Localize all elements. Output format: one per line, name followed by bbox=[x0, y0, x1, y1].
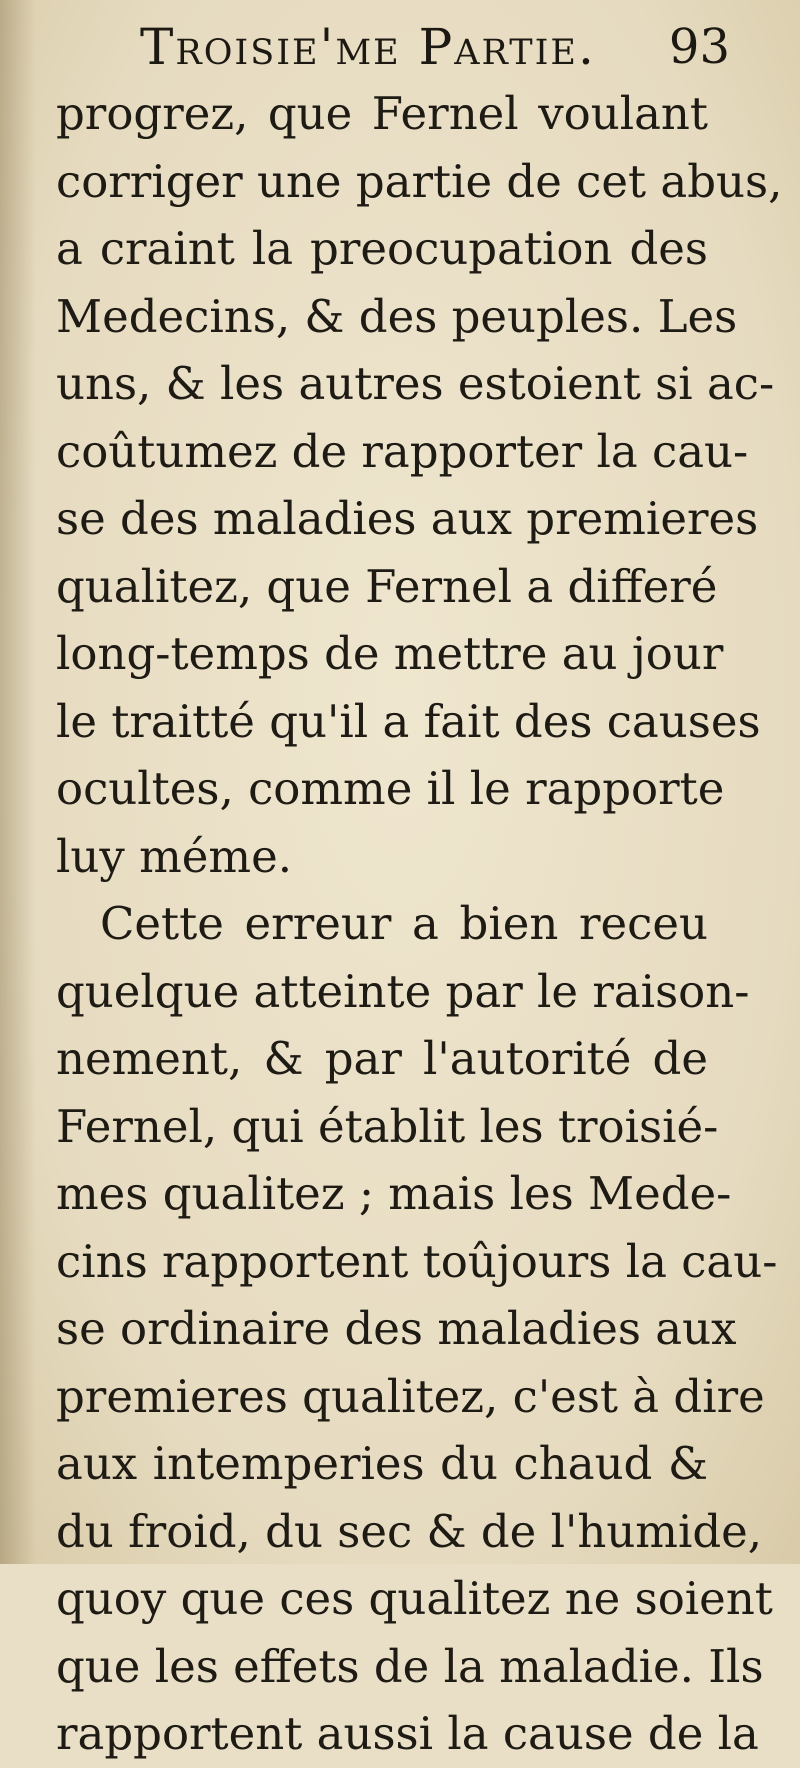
text-line: quoy que ces qualitez ne soient bbox=[56, 1572, 773, 1625]
page-number: 93 bbox=[668, 19, 730, 75]
text-line: corriger une partie de cet abus, bbox=[56, 154, 783, 208]
text-line: mes qualitez ; mais les Mede- bbox=[56, 1167, 732, 1220]
text-line: se des maladies aux premieres bbox=[56, 492, 759, 545]
text-line-paragraph-end: luy méme. bbox=[56, 829, 293, 883]
text-line: qualitez, que Fernel a differé bbox=[56, 559, 718, 613]
text-line: a craint la preocupation des bbox=[56, 222, 708, 275]
text-line: nement, & par l'autorité de bbox=[56, 1032, 708, 1085]
text-line: aux intemperies du chaud & bbox=[56, 1437, 708, 1490]
text-line: cins rapportent toûjours la cau- bbox=[56, 1234, 778, 1288]
text-line: uns, & les autres estoient si ac- bbox=[56, 357, 775, 410]
text-line: du froid, du sec & de l'humide, bbox=[56, 1504, 763, 1558]
text-line: progrez, que Fernel voulant bbox=[56, 87, 708, 140]
text-line: ocultes, comme il le rapporte bbox=[56, 762, 725, 815]
text-line-paragraph-start: Cette erreur a bien receu bbox=[100, 897, 708, 950]
text-line: se ordinaire des maladies aux bbox=[56, 1302, 737, 1355]
text-line: que les effets de la maladie. Ils bbox=[56, 1639, 764, 1693]
body-text bbox=[56, 80, 783, 1768]
text-line: long-temps de mettre au jour bbox=[56, 627, 724, 680]
gutter-shadow bbox=[0, 0, 36, 1564]
text-line: Fernel, qui établit les troisié- bbox=[56, 1099, 719, 1153]
text-line: quelque atteinte par le raison- bbox=[56, 964, 750, 1018]
text-line: le traitté qu'il a fait des causes bbox=[56, 694, 761, 748]
text-line: coûtumez de rapporter la cau- bbox=[56, 424, 749, 478]
text-line: rapportent aussi la cause de la bbox=[56, 1707, 759, 1760]
text-line: premieres qualitez, c'est à dire bbox=[56, 1369, 765, 1423]
running-head bbox=[140, 14, 730, 80]
running-head-title: Troisie'me Partie. bbox=[140, 18, 596, 76]
text-line: Medecins, & des peuples. Les bbox=[56, 289, 738, 343]
